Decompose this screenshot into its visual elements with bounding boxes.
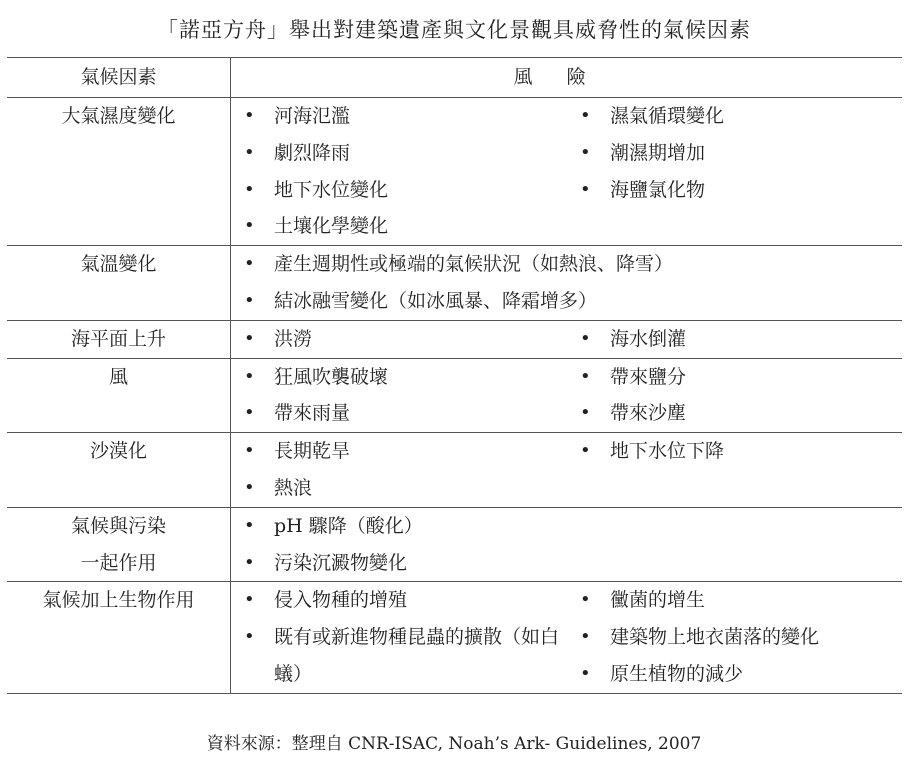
risk-text: 狂風吹襲破壞 — [274, 365, 389, 388]
risk-item — [567, 98, 897, 135]
factor-cell — [7, 98, 231, 246]
risk-text: 污染沉澱物變化 — [274, 551, 408, 574]
risk-text: 劇烈降雨 — [274, 141, 351, 164]
table-row — [7, 320, 902, 358]
risk-item — [231, 470, 567, 507]
header-factor: 氣候因素 — [7, 58, 231, 98]
bullet-icon: • — [244, 589, 255, 611]
risk-text: pH 驟降（酸化） — [274, 514, 423, 537]
risk-text: 帶來雨量 — [274, 402, 351, 425]
risk-item — [231, 508, 897, 545]
risk-item — [567, 619, 897, 656]
risk-list — [231, 433, 902, 507]
risk-cell — [231, 320, 903, 358]
bullet-icon: • — [244, 105, 255, 126]
table-row — [7, 246, 902, 321]
risk-item — [231, 359, 567, 396]
bullet-icon: • — [244, 551, 255, 573]
bullet-icon: • — [244, 402, 255, 424]
risk-text: 海水倒灌 — [610, 327, 687, 350]
risk-item — [231, 619, 567, 693]
risk-text: 侵入物種的增殖 — [274, 589, 408, 612]
risk-text: 產生週期性或極端的氣候狀況（如熱浪、降雪） — [274, 253, 674, 276]
risk-text: 帶來鹽分 — [610, 365, 687, 388]
table-row — [7, 98, 902, 246]
bullet-icon: • — [244, 514, 255, 536]
risk-list — [231, 246, 902, 320]
risk-cell — [231, 507, 903, 582]
bullet-icon: • — [244, 476, 255, 498]
risk-text: 結冰融雪變化（如冰風暴、降霜增多） — [274, 289, 598, 312]
risk-text: 土壤化學變化 — [274, 215, 389, 238]
bullet-icon: • — [580, 402, 591, 424]
risk-cell — [231, 433, 903, 508]
factor-label: 氣溫變化 — [80, 253, 157, 276]
risk-text: 既有或新進物種昆蟲的擴散（如白蟻） — [274, 626, 560, 685]
factor-label: 氣候與污染 — [70, 514, 166, 537]
risk-item — [231, 208, 567, 245]
risk-item — [567, 359, 897, 396]
risk-text: 原生植物的減少 — [610, 662, 744, 685]
risk-cell — [231, 246, 903, 321]
bullet-icon: • — [244, 141, 255, 163]
risk-list — [231, 321, 902, 358]
risk-item — [231, 321, 567, 358]
bullet-icon: • — [244, 327, 255, 349]
bullet-icon: • — [580, 626, 591, 648]
risk-text: 潮濕期增加 — [610, 141, 706, 164]
factor-label: 風 — [108, 365, 128, 388]
bullet-icon: • — [580, 327, 591, 349]
table-header-row — [7, 58, 902, 98]
risk-item — [231, 283, 897, 320]
risk-text: 濕氣循環變化 — [610, 105, 725, 127]
risk-text: 地下水位下降 — [610, 440, 725, 463]
factor-cell — [7, 246, 231, 321]
bullet-icon: • — [244, 253, 255, 275]
risk-text: 海鹽氯化物 — [610, 178, 706, 201]
bullet-icon: • — [244, 365, 255, 387]
risk-list — [231, 359, 902, 433]
risk-item — [567, 582, 897, 619]
bullet-icon: • — [244, 440, 255, 462]
risk-text: 長期乾旱 — [274, 440, 351, 463]
table-row — [7, 433, 902, 508]
risk-text: 黴菌的增生 — [610, 589, 706, 612]
bullet-icon: • — [580, 440, 591, 462]
risk-cell — [231, 98, 903, 246]
factor-label: 海平面上升 — [70, 327, 166, 350]
risk-item — [567, 321, 897, 358]
risk-item — [231, 246, 897, 283]
factor-cell — [7, 433, 231, 508]
header-risk: 風險 — [513, 66, 620, 88]
table-row — [7, 507, 902, 582]
bullet-icon: • — [580, 105, 591, 126]
risk-list — [231, 582, 902, 692]
factor-label: 大氣濕度變化 — [61, 105, 176, 127]
risk-item — [567, 395, 897, 432]
risk-item — [231, 98, 567, 135]
risk-text: 帶來沙塵 — [610, 402, 687, 425]
bullet-icon: • — [244, 178, 255, 200]
risk-item — [567, 656, 897, 693]
risk-item — [231, 395, 567, 432]
risk-cell — [231, 582, 903, 693]
risk-cell — [231, 358, 903, 433]
risk-item — [567, 172, 897, 209]
factor-cell — [7, 358, 231, 433]
factor-label: 氣候加上生物作用 — [42, 589, 195, 612]
factor-cell — [7, 320, 231, 358]
risk-text: 熱浪 — [274, 476, 313, 499]
risk-text: 洪澇 — [274, 327, 313, 350]
table-title: 「諾亞方舟」舉出對建築遺產與文化景觀具威脅性的氣候因素 — [157, 18, 751, 42]
risk-text: 河海氾濫 — [274, 105, 351, 127]
bullet-icon: • — [244, 215, 255, 237]
factor-cell — [7, 507, 231, 582]
bullet-icon: • — [580, 141, 591, 163]
bullet-icon: • — [244, 626, 255, 648]
risk-item — [567, 135, 897, 172]
factor-cell — [7, 582, 231, 693]
bullet-icon: • — [580, 589, 591, 611]
bullet-icon: • — [244, 289, 255, 311]
bullet-icon: • — [580, 178, 591, 200]
table-row — [7, 358, 902, 433]
bullet-icon: • — [580, 365, 591, 387]
factor-label: 沙漠化 — [89, 440, 147, 463]
risk-list — [231, 508, 902, 582]
bullet-icon: • — [580, 662, 591, 684]
source-note: 資料來源：整理自 CNR-ISAC, Noah’s Ark- Guidelines, 2007 — [206, 734, 702, 754]
table-body — [7, 98, 902, 694]
risk-text: 建築物上地衣菌落的變化 — [610, 626, 820, 649]
risk-item — [231, 135, 567, 172]
risk-item — [567, 433, 897, 470]
risk-text: 地下水位變化 — [274, 178, 389, 201]
risk-item — [231, 545, 897, 582]
table-row — [7, 582, 902, 693]
factor-label: 一起作用 — [80, 551, 157, 574]
climate-risk-table — [7, 57, 902, 694]
risk-list — [231, 98, 902, 245]
risk-item — [231, 433, 567, 470]
risk-item — [231, 582, 567, 619]
risk-item — [231, 172, 567, 209]
